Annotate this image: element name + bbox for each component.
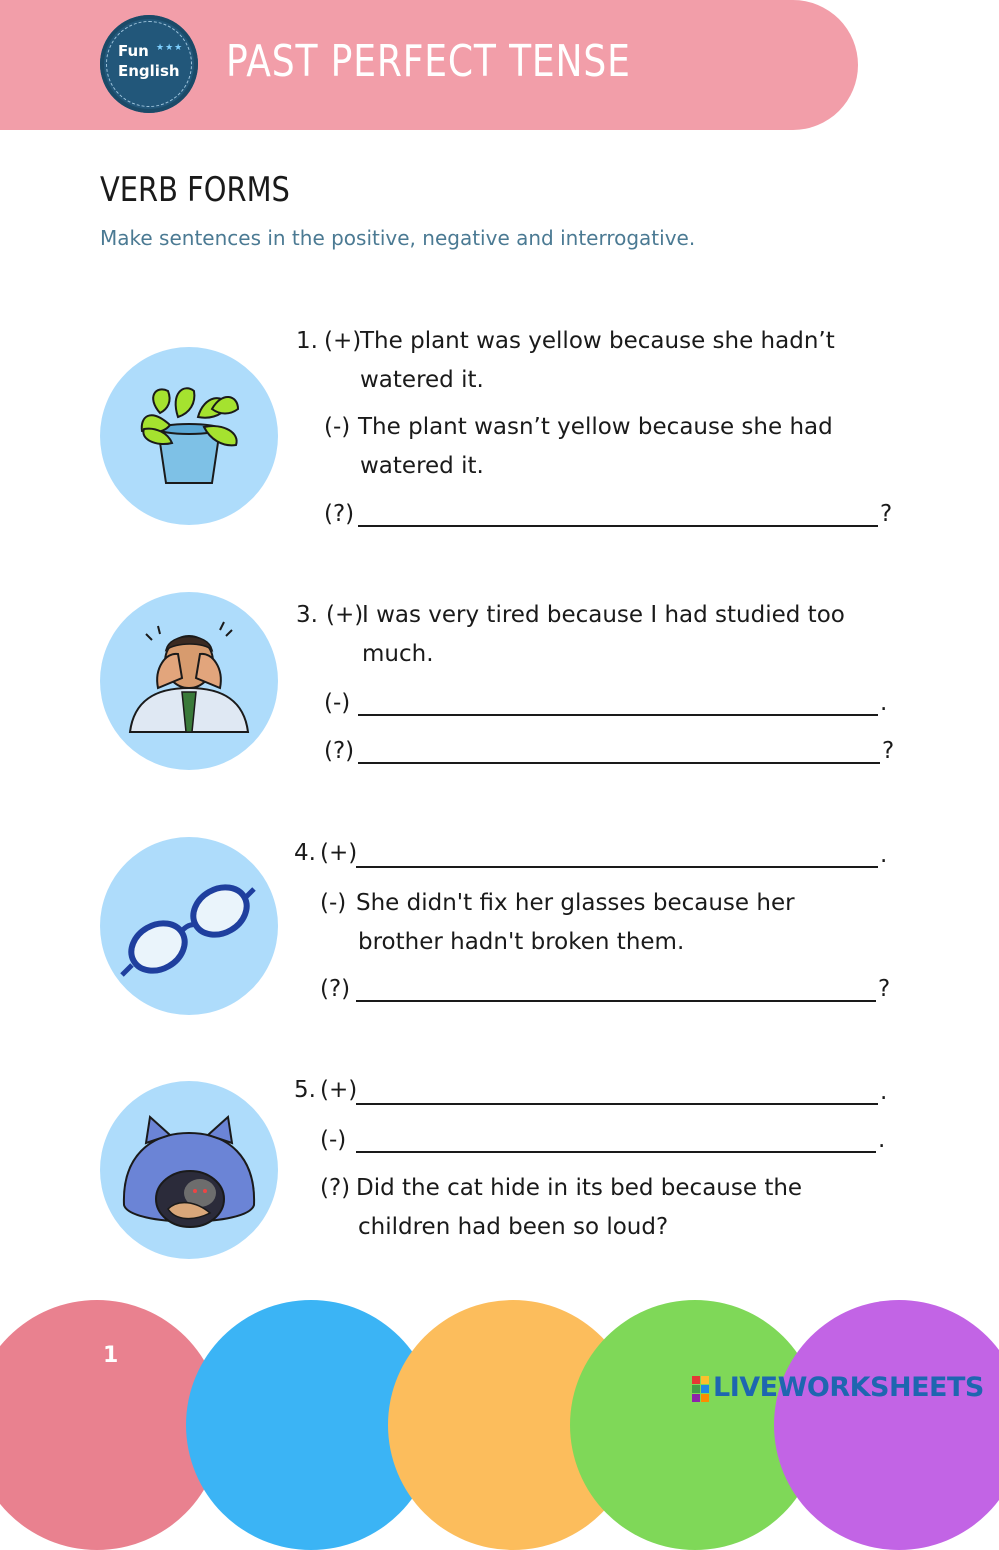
liveworksheets-logo <box>692 1372 984 1403</box>
exercise-4-pos-label: (+) <box>320 840 358 866</box>
exercise-4-q-label: (?) <box>320 976 351 1002</box>
exercise-5 <box>294 1071 914 1271</box>
exercise-4-pos-period: . <box>880 842 888 868</box>
exercise-1-pos-label: (+) <box>324 328 362 354</box>
exercise-1-q-label: (?) <box>324 501 355 527</box>
page-number: 1 <box>103 1343 119 1368</box>
exercise-1-neg-line-2: watered it. <box>360 453 484 479</box>
exercise-1-q-mark: ? <box>880 501 893 527</box>
exercise-3-pos-line-2: much. <box>362 641 434 667</box>
plant-illustration <box>100 347 278 525</box>
exercise-5-q-label: (?) <box>320 1175 351 1201</box>
plant-icon <box>100 347 278 525</box>
liveworksheets-badge-icon <box>692 1376 710 1402</box>
exercise-1-pos-line-1: The plant was yellow because she hadn’t <box>360 328 835 354</box>
exercise-1-pos-line-2: watered it. <box>360 367 484 393</box>
exercise-4-neg-line-2: brother hadn't broken them. <box>358 929 685 955</box>
exercise-5-neg-period: . <box>878 1127 886 1153</box>
exercise-3-neg-answer-line[interactable] <box>358 714 878 716</box>
glasses-illustration <box>100 837 278 1015</box>
exercise-4-neg-label: (-) <box>320 890 347 916</box>
exercise-3-neg-period: . <box>880 690 888 716</box>
exercise-5-neg-label: (-) <box>320 1127 347 1153</box>
exercise-4-q-mark: ? <box>878 976 891 1002</box>
page-title: PAST PERFECT TENSE <box>226 36 631 87</box>
exercise-1-q-answer-line[interactable] <box>358 525 878 527</box>
header-banner <box>0 0 858 130</box>
exercise-4-neg-line-1: She didn't fix her glasses because her <box>356 890 795 916</box>
tired-man-icon <box>100 592 278 770</box>
exercise-1-neg-label: (-) <box>324 414 351 440</box>
logo-stars: ★★★ <box>156 43 184 53</box>
exercise-5-number: 5. <box>294 1077 316 1103</box>
exercise-3-q-mark: ? <box>882 738 895 764</box>
exercise-1-neg-line-1: The plant wasn’t yellow because she had <box>358 414 833 440</box>
exercise-4 <box>294 834 914 1034</box>
fun-english-logo <box>100 15 198 113</box>
logo-line-2: English <box>118 62 180 80</box>
exercise-3-number: 3. <box>296 602 318 628</box>
exercise-3 <box>296 596 916 796</box>
exercise-5-pos-answer-line[interactable] <box>356 1103 878 1105</box>
exercise-4-number: 4. <box>294 840 316 866</box>
exercise-3-q-answer-line[interactable] <box>358 762 880 764</box>
cat-bed-icon <box>100 1081 278 1259</box>
exercise-5-q-line-2: children had been so loud? <box>358 1214 669 1240</box>
exercise-5-q-line-1: Did the cat hide in its bed because the <box>356 1175 803 1201</box>
exercise-1-number: 1. <box>296 328 318 354</box>
exercise-4-q-answer-line[interactable] <box>356 1000 876 1002</box>
section-title: VERB FORMS <box>100 170 290 210</box>
exercise-1 <box>296 322 916 552</box>
brand-text: LIVEWORKSHEETS <box>713 1372 984 1403</box>
logo-line-1: Fun <box>118 42 149 60</box>
exercise-3-pos-label: (+) <box>326 602 364 628</box>
exercise-3-q-label: (?) <box>324 738 355 764</box>
glasses-icon <box>100 837 278 1015</box>
exercise-3-neg-label: (-) <box>324 690 351 716</box>
exercise-5-pos-label: (+) <box>320 1077 358 1103</box>
exercise-5-pos-period: . <box>880 1079 888 1105</box>
tired-man-illustration <box>100 592 278 770</box>
exercise-3-pos-line-1: I was very tired because I had studied too <box>362 602 845 628</box>
exercise-4-pos-answer-line[interactable] <box>356 866 878 868</box>
footer-circle-purple <box>774 1300 999 1550</box>
instruction-text: Make sentences in the positive, negative and interrogative. <box>100 226 696 250</box>
cat-bed-illustration <box>100 1081 278 1259</box>
exercise-5-neg-answer-line[interactable] <box>356 1151 876 1153</box>
